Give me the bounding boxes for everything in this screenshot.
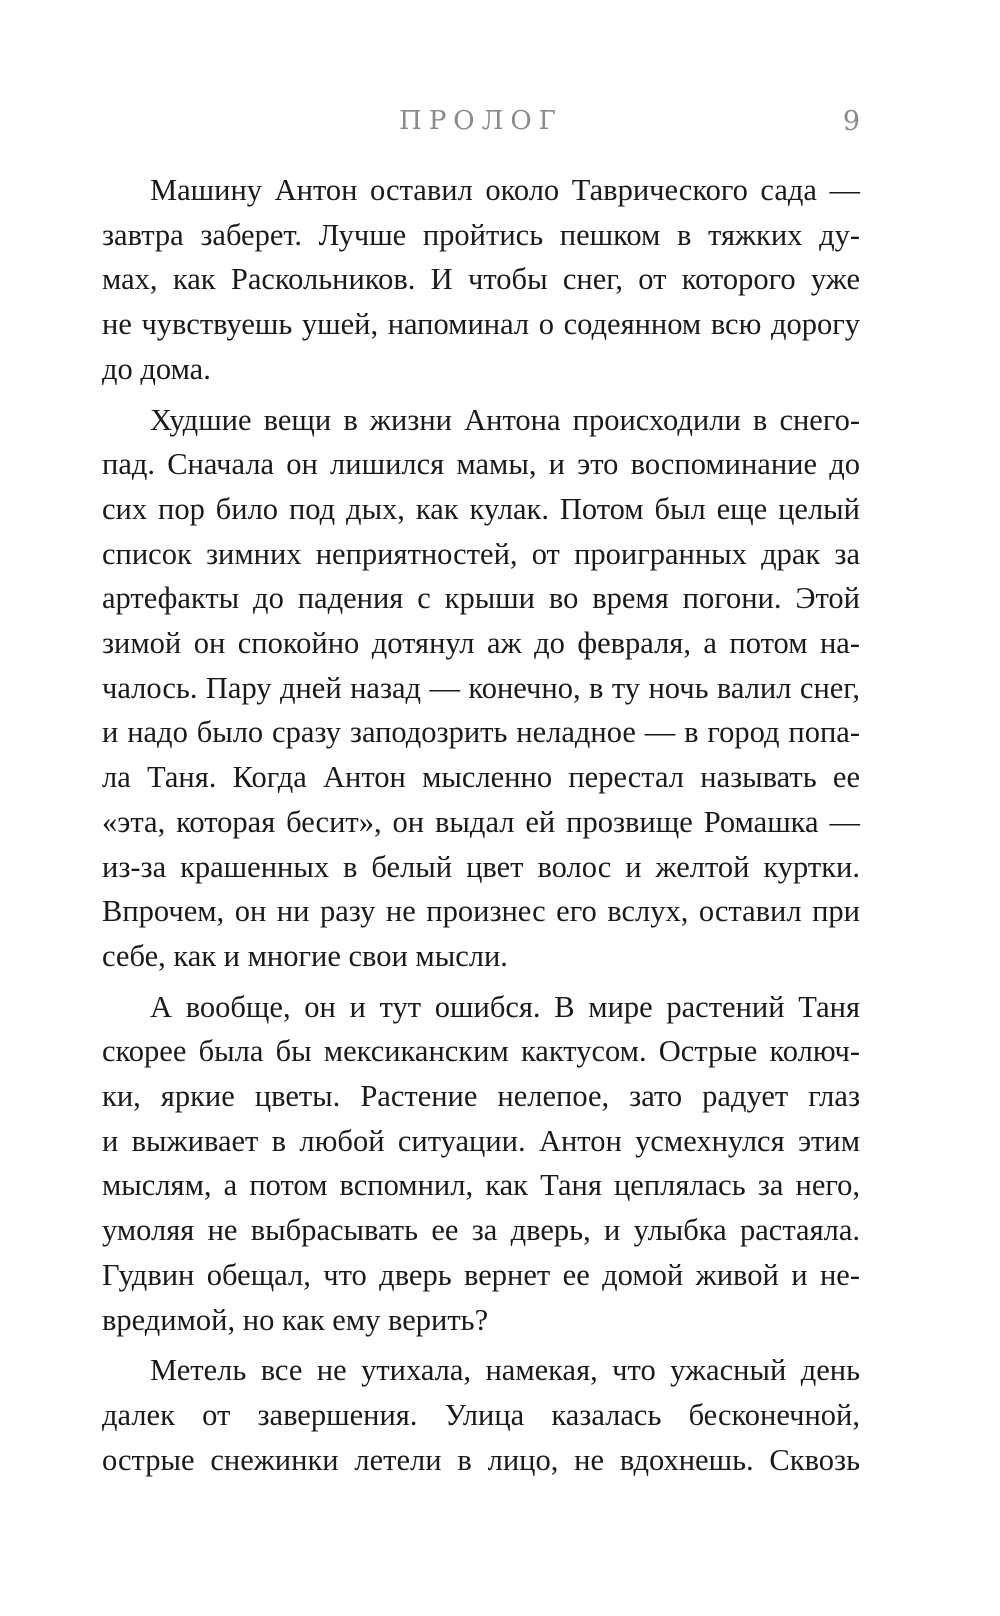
text-line: далек от завершения. Улица казалась бесконечной, bbox=[102, 1397, 860, 1432]
paragraph bbox=[102, 985, 860, 1343]
paragraph bbox=[102, 398, 860, 979]
text-line: завтра заберет. Лучше пройтись пешком в тяжких ду- bbox=[102, 217, 860, 252]
text-line: артефакты до падения с крыши во время погони. Этой bbox=[102, 581, 860, 616]
text-line: чалось. Пару дней назад — конечно, в ту ночь валил снег, bbox=[102, 670, 860, 705]
text-line: «эта, которая бесит», он выдал ей прозвище Ромашка — bbox=[102, 804, 860, 839]
text-line: вредимой, но как ему верить? bbox=[102, 1302, 489, 1337]
text-line: Гудвин обещал, что дверь вернет ее домой живой и не- bbox=[102, 1257, 860, 1292]
chapter-title: ПРОЛОГ bbox=[399, 106, 563, 136]
text-line: и надо было сразу заподозрить неладное — в город попа- bbox=[102, 715, 860, 750]
text-line: Метель все не утихала, намекая, что ужасный день bbox=[150, 1353, 860, 1388]
text-line: ки, яркие цветы. Растение нелепое, зато радует глаз bbox=[102, 1079, 860, 1114]
text-line: ла Таня. Когда Антон мысленно перестал называть ее bbox=[102, 760, 860, 795]
text-line: скорее была бы мексиканским кактусом. Острые колюч- bbox=[102, 1034, 860, 1069]
text-line: не чувствуешь ушей, напоминал о содеянном всю дорогу bbox=[102, 307, 860, 342]
paragraph bbox=[102, 1348, 860, 1482]
paragraph bbox=[102, 168, 860, 392]
text-line: зимой он спокойно дотянул аж до февраля, а потом на- bbox=[102, 626, 860, 661]
text-line: и выживает в любой ситуации. Антон усмехнулся этим bbox=[102, 1123, 860, 1158]
text-line: Впрочем, он ни разу не произнес его вслух, оставил при bbox=[102, 894, 860, 929]
text-line: Худшие вещи в жизни Антона происходили в снего- bbox=[150, 402, 860, 437]
text-line: список зимних неприятностей, от проигранных драк за bbox=[102, 536, 860, 571]
text-line: себе, как и многие свои мысли. bbox=[102, 938, 508, 973]
text-line: мах, как Раскольников. И чтобы снег, от которого уже bbox=[102, 262, 860, 297]
text-line: из-за крашенных в белый цвет волос и желтой куртки. bbox=[102, 849, 860, 884]
text-line: Машину Антон оставил около Таврического сада — bbox=[150, 173, 860, 207]
running-header bbox=[102, 106, 860, 146]
text-line: до дома. bbox=[102, 351, 211, 386]
text-line: пад. Сначала он лишился мамы, и это воспоминание до bbox=[102, 447, 860, 482]
text-line: сих пор било под дых, как кулак. Потом был еще целый bbox=[102, 491, 860, 526]
text-line: мыслям, а потом вспомнил, как Таня цеплялась за него, bbox=[102, 1168, 860, 1203]
page-number: 9 bbox=[842, 106, 860, 137]
body-text bbox=[102, 168, 860, 1488]
text-line: умоляя не выбрасывать ее за дверь, и улыбка растаяла. bbox=[102, 1213, 860, 1248]
text-line: А вообще, он и тут ошибся. В мире растений Таня bbox=[150, 989, 860, 1024]
text-line: острые снежинки летели в лицо, не вдохнешь. Сквозь bbox=[102, 1442, 860, 1477]
